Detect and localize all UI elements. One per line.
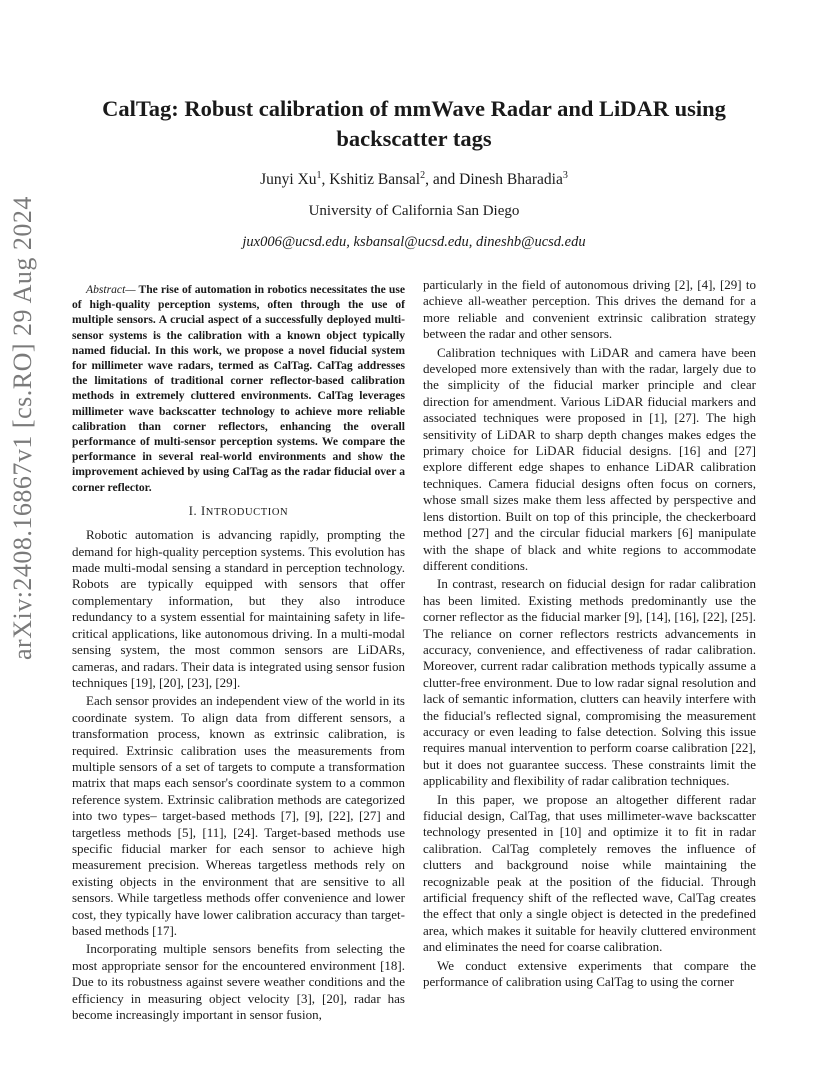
author-separator: , xyxy=(321,171,330,189)
section-number: I. xyxy=(188,503,198,518)
body-paragraph: We conduct extensive experiments that compare the performance of calibration using CalTag to using the corner xyxy=(423,957,756,990)
abstract xyxy=(72,282,405,495)
body-paragraph: Each sensor provides an independent view of the world in its coordinate system. To align data from different sensors, a transformation process, known as extrinsic calibration, is required. Extrinsic calibration uses the measurements from multiple sensors of a set of targets to compute a transformation matrix that maps each sensor's coordinate system to a common reference system. Extrinsic calibration methods are categorized into two types– target-based methods [7], [9], [22], [27] and targetless methods [5], [11], [24]. Target-based methods use specific fiducial marker for each sensor to achieve high measurement precision. Whereas targetless methods rely on existing objects in the environment that are sensitive to all sensors. While targetless methods offer convenience and lower cost, they typically have lower calibration accuracy than target-based methods [17]. xyxy=(72,693,405,938)
paper-title: CalTag: Robust calibration of mmWave Radar and LiDAR using backscatter tags xyxy=(102,96,726,151)
affiliation-mark: 2 xyxy=(420,170,426,181)
author-list xyxy=(60,170,768,189)
body-paragraph: In this paper, we propose an altogether different radar fiducial design, CalTag, that uses millimeter-wave backscatter technology presented in [10] and optimize it to fit in radar calibration. CalTag completely removes the influence of clutters and background noise while maintaining the recognizable peak at the position of the fiducial. Through artificial frequency shift of the reflected wave, CalTag creates the effect that only a single object is detected in the predefined area, which makes it suitable for heavily cluttered environment and eliminates the need for coarse calibration. xyxy=(423,791,756,955)
left-column xyxy=(72,282,405,1025)
arxiv-identifier: arXiv:2408.16867v1 [cs.RO] 29 Aug 2024 xyxy=(8,196,37,660)
body-paragraph: particularly in the field of autonomous driving [2], [4], [29] to achieve all-weather perception. This drives the demand for a more reliable and convenient extrinsic calibration strategy between the radar and other sensors. xyxy=(423,277,756,342)
body-paragraph: Robotic automation is advancing rapidly, prompting the demand for high-quality perception systems. This evolution has made multi-modal sensing a standard in perception technology. Robots are typically equipped with sensors that offer complementary information, but they also introduce redundancy to a system essential for maintaining safety in life-critical applications, like autonomous driving. In a multi-modal sensing system, the most common sensors are LiDARs, cameras, and radars. Their data is integrated using sensor fusion techniques [19], [20], [23], [29]. xyxy=(72,527,405,690)
affiliation-mark: 3 xyxy=(562,170,568,181)
section-title-initial: I xyxy=(201,503,206,518)
affiliation-mark: 1 xyxy=(316,170,322,181)
author-name: Dinesh Bharadia xyxy=(459,171,563,189)
abstract-dash: — xyxy=(125,283,136,296)
section-heading-introduction xyxy=(72,503,405,521)
affiliation: University of California San Diego xyxy=(308,203,520,219)
right-column xyxy=(423,277,756,992)
section-title-rest: NTRODUCTION xyxy=(205,506,289,518)
body-paragraph: Incorporating multiple sensors benefits from selecting the most appropriate sensor for the encountered environment [18]. Due to its robustness against severe weather conditions and the efficiency in measuring object velocity [3], [20], radar has become increasingly important in sensor fusion, xyxy=(72,941,405,1023)
body-paragraph: In contrast, research on fiducial design for radar calibration has been limited. Existing methods predominantly use the corner reflector as the fiducial marker [9], [14], [16], [22], [25]. The reliance on corner reflectors restricts advancements in accuracy, convenience, and effectiveness of radar calibration. Moreover, current radar calibration methods typically assume a clutter-free environment. Due to low radar signal resolution and lack of semantic information, clutters can heavily interfere with the fiducial's reflected signal, compromising the measurement accuracy or even leading to false detection. Solving this issue requires manual intervention to perform coarse calibration [22], but it does not guarantee success. These constraints limit the applicability and flexibility of radar calibration techniques. xyxy=(423,576,756,789)
author-separator: , and xyxy=(425,171,460,189)
abstract-label: Abstract xyxy=(86,283,126,296)
author-emails: jux006@ucsd.edu, ksbansal@ucsd.edu, dineshb@ucsd.edu xyxy=(242,234,586,250)
abstract-text: The rise of automation in robotics necessitates the use of high-quality perception systems, often through the use of multiple sensors. A crucial aspect of a successfully deployed multi-sensor systems is the calibration with a known object typically named fiducial. In this work, we propose a novel fiducial system for millimeter wave radars, termed as CalTag. CalTag addresses the limitations of traditional corner reflector-based calibration methods in extremely cluttered environments. CalTag leverages millimeter wave backscatter technology to achieve more reliable calibration than corner reflectors, enhancing the overall performance of multi-sensor perception systems. We compare the performance in several real-world environments and show the improvement achieved by using CalTag as the radar fiducial over a corner reflector. xyxy=(72,283,405,494)
author-name: Junyi Xu xyxy=(260,171,317,189)
author-name: Kshitiz Bansal xyxy=(329,171,421,189)
body-paragraph: Calibration techniques with LiDAR and camera have been developed more extensively than with the radar, largely due to the simplicity of the fiducial marker principle and clear direction for amendment. Various LiDAR fiducial markers and associated techniques were proposed in [1], [27]. The high sensitivity of LiDAR to sharp depth changes makes edges the primary choice for LiDAR fiducial designs. [16] and [27] explore different edge shapes to enhance LiDAR calibration techniques. Camera fiducial designs often focus on corners, whose small sizes make them less affected by perspective and lens distortion. Built on top of this principle, the checkerboard method [27] and the circular fiducial markers [6] manipulate with the shape of black and white regions to accommodate different conditions. xyxy=(423,344,756,573)
